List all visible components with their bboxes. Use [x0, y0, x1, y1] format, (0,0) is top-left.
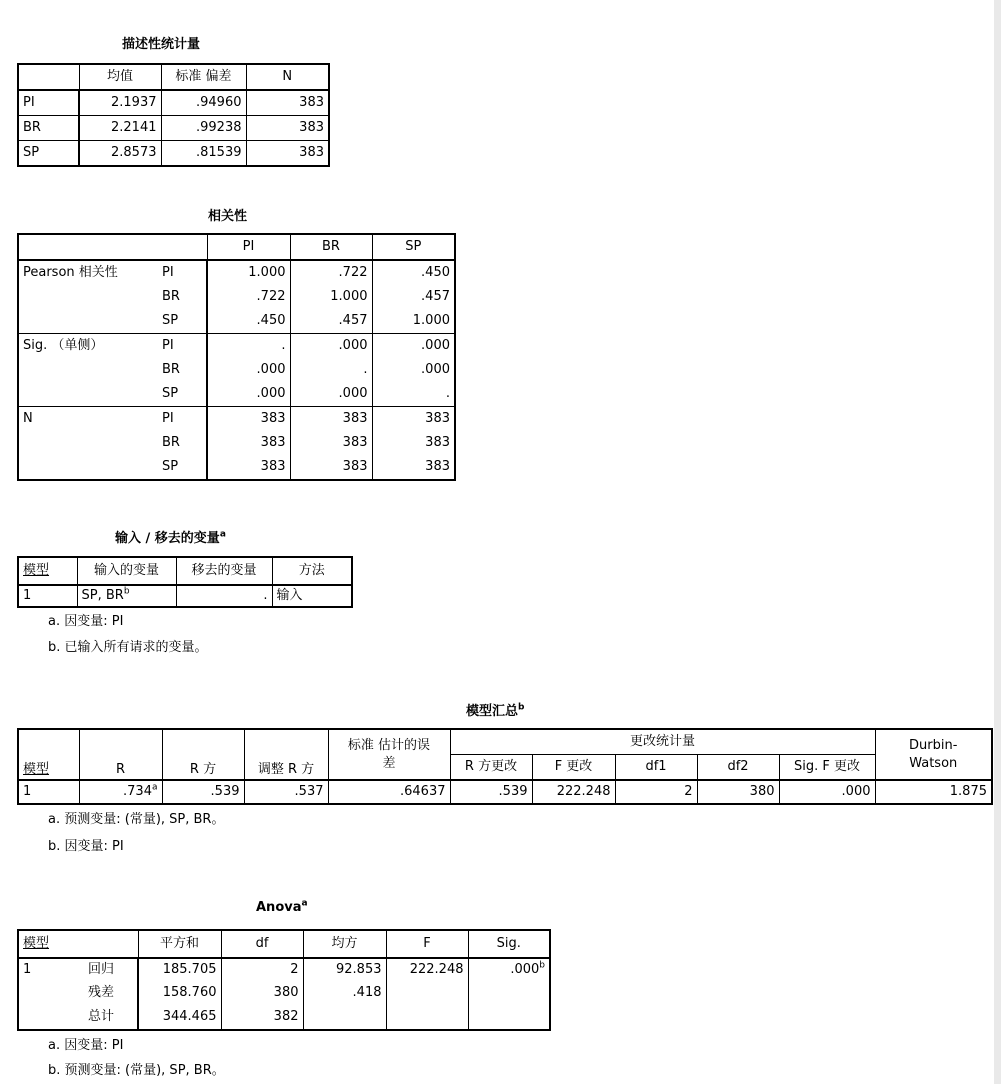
cell: .734$^a$ — [79, 780, 162, 804]
cell: .000 — [372, 334, 455, 359]
model-header-f-change: F 更改 — [532, 755, 615, 781]
cell: . — [207, 334, 290, 359]
desc-header-row — [18, 64, 329, 90]
cell: 380 — [221, 981, 303, 1005]
table-row — [18, 116, 329, 141]
table-row — [18, 1005, 550, 1030]
table-row — [18, 260, 455, 285]
cell: 383 — [372, 455, 455, 480]
cell: 383 — [372, 431, 455, 455]
anova-header-ss: 平方和 — [138, 930, 221, 958]
cell: .000 — [372, 358, 455, 382]
cell: .81539 — [161, 141, 246, 167]
vars-header-entered: 输入的变量 — [77, 557, 176, 585]
corr-group-label: Sig. （单侧） — [18, 334, 158, 359]
cell: 383 — [207, 431, 290, 455]
table-row — [18, 780, 992, 804]
corr-header-blank — [18, 234, 207, 260]
vertical-scrollbar[interactable] — [994, 0, 1001, 1084]
corr-header-pi: PI — [207, 234, 290, 260]
row-label: BR — [158, 358, 207, 382]
model-header-r2: R 方 — [162, 729, 244, 780]
row-label: PI — [158, 407, 207, 432]
vars-header-row — [18, 557, 352, 585]
model-header-adj-r2: 调整 R 方 — [244, 729, 328, 780]
row-label: BR — [158, 285, 207, 309]
cell — [386, 1005, 468, 1030]
cell: 1.000 — [372, 309, 455, 334]
cell: 2.8573 — [79, 141, 161, 167]
model-header-change-stats: 更改统计量 — [450, 729, 875, 755]
cell: 380 — [697, 780, 779, 804]
cell: .539 — [162, 780, 244, 804]
cell: .450 — [207, 309, 290, 334]
cell: 222.248 — [386, 958, 468, 981]
cell: . — [290, 358, 372, 382]
desc-table — [17, 63, 330, 167]
cell: .539 — [450, 780, 532, 804]
desc-header-mean: 均值 — [79, 64, 161, 90]
row-label: 1 — [18, 780, 79, 804]
cell: 158.760 — [138, 981, 221, 1005]
anova-header-df: df — [221, 930, 303, 958]
corr-header-br: BR — [290, 234, 372, 260]
vars-header-removed: 移去的变量 — [176, 557, 272, 585]
model-header-df2: df2 — [697, 755, 779, 781]
cell: .64637 — [328, 780, 450, 804]
cell: .000$^b$ — [468, 958, 550, 981]
cell: SP, $BR^b$ — [77, 585, 176, 607]
cell: .99238 — [161, 116, 246, 141]
anova-table — [17, 929, 551, 1031]
cell: 383 — [246, 90, 329, 116]
cell: 92.853 — [303, 958, 386, 981]
row-label: 回归 — [70, 958, 138, 981]
row-label: 1 — [18, 958, 70, 981]
row-label: 残差 — [70, 981, 138, 1005]
table-row — [18, 407, 455, 432]
cell: 383 — [290, 407, 372, 432]
cell: .537 — [244, 780, 328, 804]
cell: .000 — [207, 382, 290, 407]
cell — [303, 1005, 386, 1030]
cell: 1.000 — [290, 285, 372, 309]
cell: 输入 — [272, 585, 352, 607]
cell: 185.705 — [138, 958, 221, 981]
cell: .000 — [779, 780, 875, 804]
vars-note-a: a. 因变量: PI — [48, 614, 124, 629]
cell: 383 — [207, 407, 290, 432]
cell: .457 — [290, 309, 372, 334]
corr-table — [17, 233, 456, 481]
cell: 1.000 — [207, 260, 290, 285]
cell: .94960 — [161, 90, 246, 116]
model-header-dw: Durbin- Watson — [875, 729, 992, 780]
row-label: SP — [158, 309, 207, 334]
cell — [386, 981, 468, 1005]
table-row — [18, 981, 550, 1005]
table-row — [18, 358, 455, 382]
cell: 383 — [246, 116, 329, 141]
row-label: SP — [18, 141, 79, 167]
cell: . — [176, 585, 272, 607]
model-note-b: b. 因变量: PI — [48, 839, 124, 854]
cell: . — [372, 382, 455, 407]
table-row — [18, 309, 455, 334]
row-label: PI — [158, 334, 207, 359]
anova-header-model: 模型 — [18, 930, 138, 958]
vars-table — [17, 556, 353, 608]
cell — [468, 981, 550, 1005]
desc-header-n: N — [246, 64, 329, 90]
cell: 1.875 — [875, 780, 992, 804]
table-row — [18, 90, 329, 116]
anova-note-b: b. 预测变量: (常量), SP, BR。 — [48, 1063, 225, 1078]
vars-header-model: 模型 — [18, 557, 77, 585]
vars-title: 输入 / 移去的变量$^a$ — [115, 529, 226, 546]
model-header-r: R — [79, 729, 162, 780]
model-header-r2-change: R 方更改 — [450, 755, 532, 781]
table-row — [18, 141, 329, 167]
row-label: SP — [158, 455, 207, 480]
row-label: 总计 — [70, 1005, 138, 1030]
anova-title: Anova$^a$ — [256, 898, 308, 915]
cell: 383 — [290, 431, 372, 455]
table-row — [18, 382, 455, 407]
table-row — [18, 958, 550, 981]
corr-group-label: N — [18, 407, 158, 432]
cell: .000 — [290, 382, 372, 407]
cell: 2.2141 — [79, 116, 161, 141]
table-row — [18, 455, 455, 480]
cell: 222.248 — [532, 780, 615, 804]
anova-header-f: F — [386, 930, 468, 958]
cell: 2 — [615, 780, 697, 804]
model-table — [17, 728, 993, 805]
desc-title: 描述性统计量 — [122, 37, 201, 52]
row-label: 1 — [18, 585, 77, 607]
cell: 383 — [372, 407, 455, 432]
cell — [468, 1005, 550, 1030]
cell: .457 — [372, 285, 455, 309]
desc-header-sd: 标准 偏差 — [161, 64, 246, 90]
cell: .722 — [290, 260, 372, 285]
anova-header-ms: 均方 — [303, 930, 386, 958]
row-label: BR — [158, 431, 207, 455]
model-header-sig-f: Sig. F 更改 — [779, 755, 875, 781]
row-label: BR — [18, 116, 79, 141]
cell: 344.465 — [138, 1005, 221, 1030]
cell: 382 — [221, 1005, 303, 1030]
table-row — [18, 431, 455, 455]
cell: .450 — [372, 260, 455, 285]
corr-header-sp: SP — [372, 234, 455, 260]
corr-header-row — [18, 234, 455, 260]
vars-note-b: b. 已输入所有请求的变量。 — [48, 640, 208, 655]
table-row — [18, 334, 455, 359]
corr-title: 相关性 — [208, 209, 248, 224]
table-row — [18, 585, 352, 607]
cell: 2 — [221, 958, 303, 981]
desc-header-blank — [18, 64, 79, 90]
cell: 2.1937 — [79, 90, 161, 116]
anova-header-row — [18, 930, 550, 958]
anova-note-a: a. 因变量: PI — [48, 1038, 124, 1053]
model-title: 模型汇总$^b$ — [466, 702, 525, 719]
cell: .000 — [290, 334, 372, 359]
vars-header-method: 方法 — [272, 557, 352, 585]
anova-header-sig: Sig. — [468, 930, 550, 958]
cell: .722 — [207, 285, 290, 309]
model-header-model: 模型 — [18, 729, 79, 780]
cell: 383 — [246, 141, 329, 167]
row-label: PI — [18, 90, 79, 116]
row-label: PI — [158, 260, 207, 285]
table-row — [18, 285, 455, 309]
cell: .418 — [303, 981, 386, 1005]
row-label: SP — [158, 382, 207, 407]
cell: 383 — [207, 455, 290, 480]
model-note-a: a. 预测变量: (常量), SP, BR。 — [48, 812, 225, 827]
cell: 383 — [290, 455, 372, 480]
model-header-row-1 — [18, 729, 992, 755]
corr-group-label: Pearson 相关性 — [18, 260, 158, 285]
model-header-se: 标准 估计的误 差 — [328, 729, 450, 780]
cell: .000 — [207, 358, 290, 382]
model-header-df1: df1 — [615, 755, 697, 781]
